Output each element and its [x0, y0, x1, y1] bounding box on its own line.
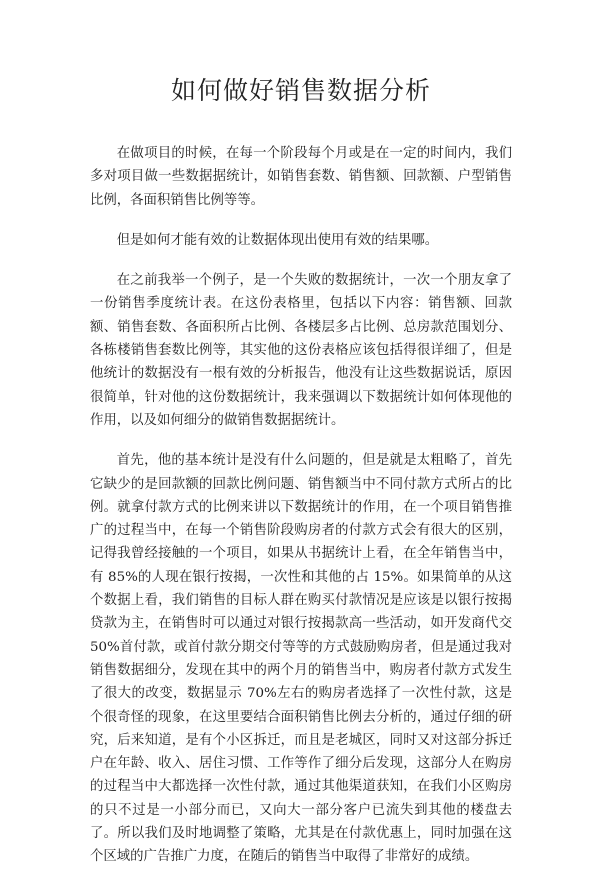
paragraph-3: 在之前我举一个例子，是一个失败的数据统计，一次一个朋友拿了一份销售季度统计表。在这份表格里，包括以下内容：销售额、回款额、销售套数、各面积所占比例、各楼层多占比例、总房款范围划分、各栋楼销售套数比例等，其实他的这份表格应该包括得很详细了，但是他统计的数据没有一根有效的分析报告，他没有让这些数据说话，原因很简单，针对他的这份数据统计，我来强调以下数据统计如何体现他的作用，以及如何细分的做销售数据据统计。 [90, 273, 512, 428]
paragraph-1: 在做项目的时候，在每一个阶段每个月或是在一定的时间内，我们多对项目做一些数据据统计，如销售套数、销售额、回款额、户型销售比例，各面积销售比例等等。 [90, 146, 512, 208]
document-body [90, 142, 512, 869]
paragraph-2: 但是如何才能有效的让数据体现出使用有效的结果哪。 [116, 232, 439, 248]
paragraph-4: 首先，他的基本统计是没有什么问题的，但是就是太粗略了，首先它缺少的是回款额的回款比例问题、销售额当中不同付款方式所占的比例。就拿付款方式的比例来讲以下数据统计的作用，在一个项目销售推广的过程当中，在每一个销售阶段购房者的付款方式会有很大的区别，记得我曾经接触的一个项目，如果从书据统计上看，在全年销售当中，有 85%的人现在银行按揭，一次性和其他的占 15%。如果简单的从这个数据上看，我们销售的目标人群在购买付款情况是应该是以银行按揭贷款为主，在销售时可以通过对银行按揭款高一些活动，如开发商代交 50%首付款，或首付款分期交付等等的方式鼓励购房者，但是通过我对销售数据细分，发现在其中的两个月的销售当中，购房者付款方式发生了很大的改变，数据显示 70%左右的购房者选择了一次性付款，这是个很奇怪的现象，在这里要结合面积销售比例去分析的，通过仔细的研究，后来知道，是有个小区拆迁，而且是老城区，同时又对这部分拆迁户在年龄、收入、居住习惯、工作等作了细分后发现，这部分人在购房的过程当中大都选择一次性付款，通过其他渠道获知，在我们小区购房的只不过是一小部分而已，又向大一部分客户已流失到其他的楼盘去了。所以我们及时地调整了策略，尤其是在付款优惠上，同时加强在这个区域的广告推广力度，在随后的销售当中取得了非常好的成绩。 [90, 453, 512, 865]
document-title: 如何做好销售数据分析 [170, 76, 431, 105]
